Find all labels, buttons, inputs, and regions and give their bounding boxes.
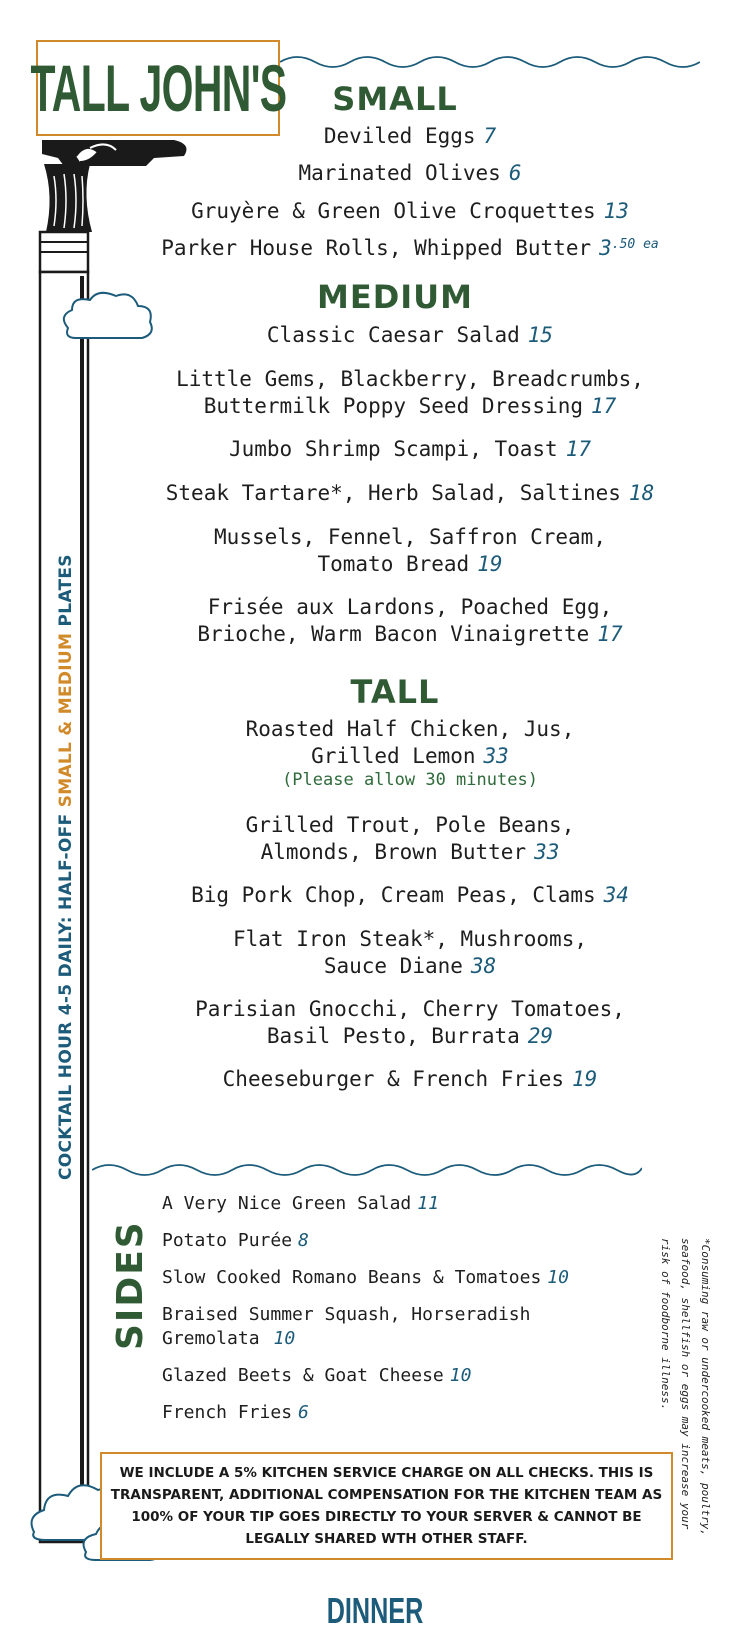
side-item: Potato Purée 8 [162, 1230, 309, 1251]
menu-item: Mussels, Fennel, Saffron Cream, Tomato Bread 19 [214, 525, 606, 576]
menu-item: Steak Tartare*, Herb Salad, Saltines 18 [165, 481, 655, 505]
side-item: Glazed Beets & Goat Cheese 10 [162, 1365, 472, 1386]
menu-item: Parisian Gnocchi, Cherry Tomatoes, Basil Pesto, Burrata 29 [195, 997, 625, 1048]
banner-text: COCKTAIL HOUR 4-5 DAILY: HALF-OFF [56, 807, 76, 1180]
section-title-sides: SIDES [110, 1220, 151, 1350]
menu-item-note: (Please allow 30 minutes) [282, 770, 538, 790]
menu-item: Jumbo Shrimp Scampi, Toast 17 [228, 437, 592, 461]
menu-item: Parker House Rolls, Whipped Butter $3^{.50 ea}$ [161, 236, 659, 260]
section-title-small: SMALL [332, 80, 458, 118]
logo-text: TALL JOHN'S [29, 51, 287, 125]
service-charge-line: LEGALLY SHARED WTH OTHER STAFF. [245, 1531, 528, 1547]
banner-plates: PLATES [56, 554, 76, 633]
menu-item: Deviled Eggs 7 [323, 124, 497, 148]
cocktail-hour-banner [56, 554, 76, 1180]
menu-item: Roasted Half Chicken, Jus, Grilled Lemon 33 [245, 717, 575, 768]
service-charge-line: TRANSPARENT, ADDITIONAL COMPENSATION FOR THE KITCHEN TEAM AS [110, 1487, 663, 1503]
menu-item: Little Gems, Blackberry, Breadcrumbs, Buttermilk Poppy Seed Dressing 17 [176, 367, 644, 418]
banner-amp: & [56, 714, 76, 742]
menu-item: Big Pork Chop, Cream Peas, Clams 34 [191, 883, 629, 907]
menu-item: Grilled Trout, Pole Beans, Almonds, Brown Butter 33 [245, 813, 575, 864]
banner-small: SMALL [56, 741, 76, 808]
menu-item: Cheeseburger & French Fries 19 [222, 1067, 598, 1091]
logo [29, 40, 287, 136]
section-title-tall: TALL [350, 673, 440, 711]
banner-medium: MEDIUM [56, 632, 76, 715]
service-charge-notice [100, 1452, 673, 1560]
side-item: Slow Cooked Romano Beans & Tomatoes 10 [162, 1267, 569, 1288]
menu-item: Classic Caesar Salad 15 [266, 323, 554, 347]
menu-item: Frisée aux Lardons, Poached Egg, Brioche, Warm Bacon Vinaigrette 17 [197, 595, 623, 646]
side-item: A Very Nice Green Salad 11 [162, 1193, 439, 1214]
service-charge-line: WE INCLUDE A 5% KITCHEN SERVICE CHARGE ON ALL CHECKS. THIS IS [119, 1465, 654, 1481]
side-item: Braised Summer Squash, Horseradish Gremolata 10 [162, 1304, 531, 1349]
service-charge-line: 100% OF YOUR TIP GOES DIRECTLY TO YOUR SERVER & CANNOT BE [131, 1509, 642, 1525]
side-item: French Fries 6 [162, 1402, 309, 1423]
menu-type-label: DINNER [326, 1590, 424, 1631]
menu-item: Marinated Olives 6 [298, 161, 522, 185]
menu-item: Gruyère & Green Olive Croquettes 13 [191, 199, 629, 223]
top-wave-decoration [280, 52, 700, 72]
raw-food-disclaimer: *Consuming raw or undercooked meats, poultry, seafood, shellfish or eggs may increase your risk of foodborne illness. [659, 1238, 712, 1537]
section-title-medium: MEDIUM [317, 278, 473, 316]
menu-item: Flat Iron Steak*, Mushrooms, Sauce Diane 38 [232, 927, 587, 978]
